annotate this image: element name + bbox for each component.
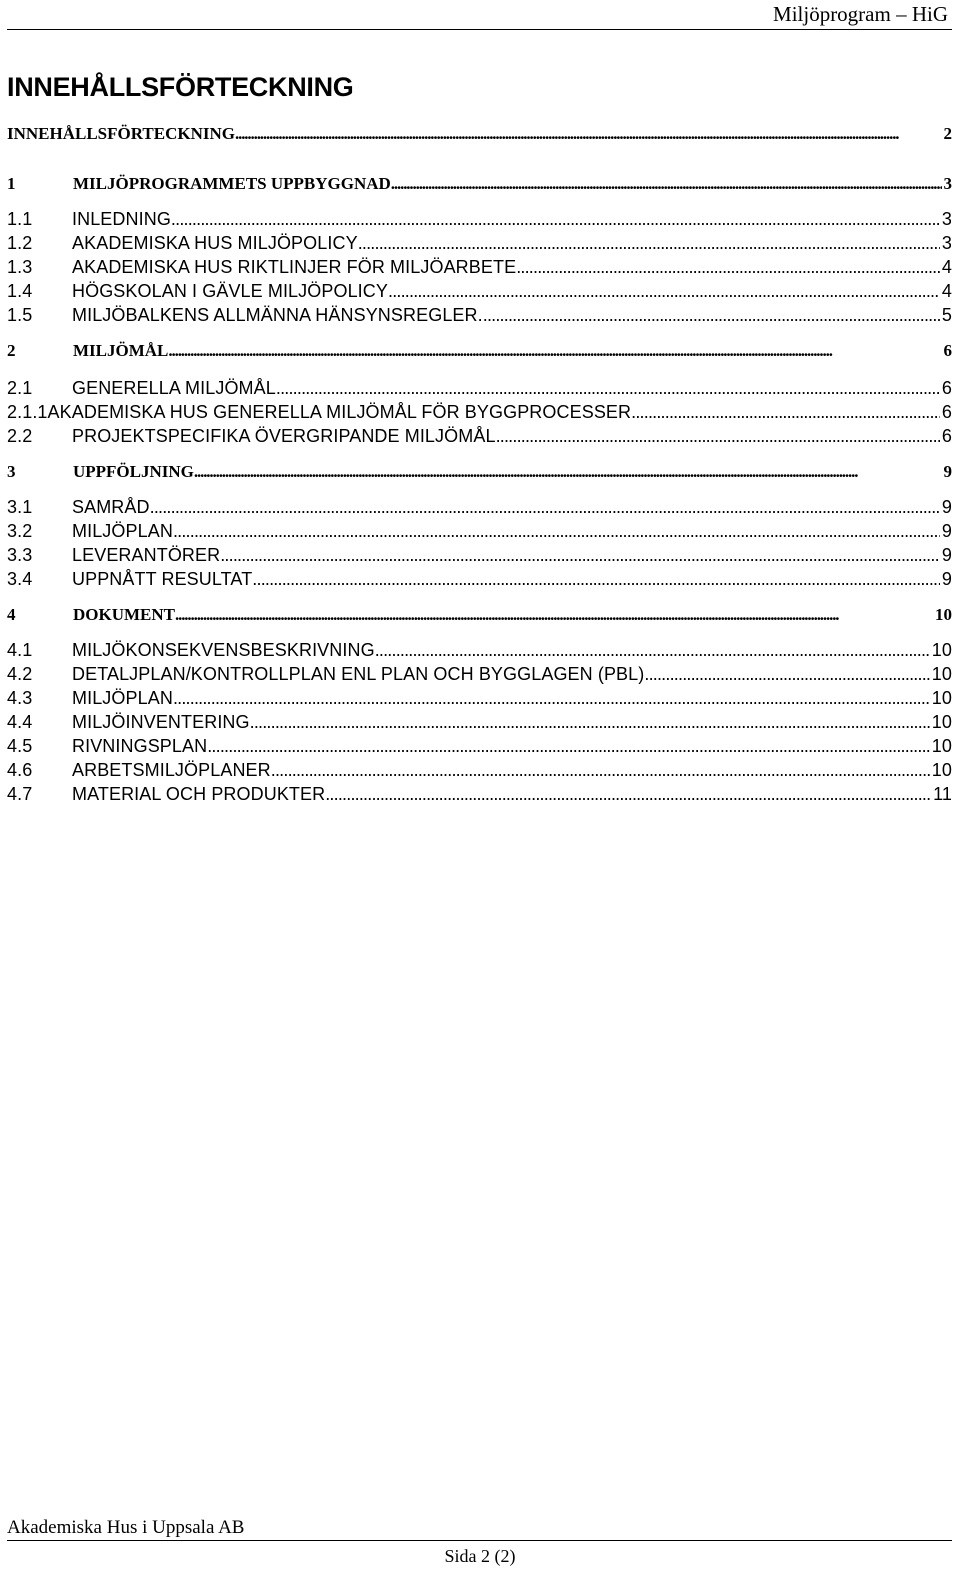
toc-entry-page: 10 bbox=[931, 760, 952, 780]
toc-entry[interactable] bbox=[7, 663, 952, 685]
dot-leader bbox=[150, 496, 940, 518]
dot-leader bbox=[388, 280, 940, 302]
toc-entry[interactable] bbox=[7, 544, 952, 566]
toc-entry-number: 1.4 bbox=[7, 281, 33, 301]
toc-entry-number: 4.2 bbox=[7, 664, 33, 684]
dot-leader bbox=[644, 663, 929, 685]
toc-entry-title: MILJÖBALKENS ALLMÄNNA HÄNSYNSREGLER. bbox=[72, 305, 483, 325]
toc-entry-title: MILJÖINVENTERING bbox=[72, 712, 250, 732]
toc-entry-number: 2 bbox=[7, 341, 16, 360]
toc-entry-page: 6 bbox=[941, 402, 952, 422]
footer-page-number bbox=[0, 1545, 960, 1567]
toc-entry-page: 9 bbox=[943, 462, 952, 481]
toc-entry-number: 1.3 bbox=[7, 257, 33, 277]
toc-entry[interactable] bbox=[7, 711, 952, 733]
dot-leader bbox=[171, 208, 940, 230]
toc-entry-page: 3 bbox=[941, 209, 952, 229]
toc-entry-number: 4.1 bbox=[7, 640, 33, 660]
dot-leader bbox=[391, 174, 942, 194]
toc-entry[interactable] bbox=[7, 304, 952, 326]
toc-entry-page: 11 bbox=[933, 784, 952, 804]
toc-entry-number: 4 bbox=[7, 605, 16, 624]
dot-leader bbox=[235, 124, 942, 144]
dot-leader bbox=[220, 544, 940, 566]
toc-entry[interactable] bbox=[7, 124, 952, 144]
toc-entry[interactable] bbox=[7, 174, 952, 194]
toc-entry-number: 4.7 bbox=[7, 784, 33, 804]
toc-entry-page: 10 bbox=[931, 640, 952, 660]
toc-entry-number: 1.1 bbox=[7, 209, 33, 229]
toc-entry-number: 3.3 bbox=[7, 545, 33, 565]
toc-entry-page: 10 bbox=[931, 664, 952, 684]
toc-entry-title: AKADEMISKA HUS MILJÖPOLICY bbox=[72, 233, 358, 253]
toc-entry-number: 2.1.1 bbox=[7, 402, 48, 422]
footer-company: Akademiska Hus i Uppsala AB bbox=[7, 1517, 245, 1538]
toc-entry-number: 4.6 bbox=[7, 760, 33, 780]
toc-entry-number: 4.5 bbox=[7, 736, 33, 756]
toc-entry[interactable] bbox=[7, 341, 952, 361]
document-title: Miljöprogram – HiG bbox=[773, 2, 948, 26]
toc-entry-page: 2 bbox=[943, 124, 952, 143]
toc-entry-page: 4 bbox=[941, 257, 952, 277]
dot-leader bbox=[250, 711, 930, 733]
toc-entry-page: 10 bbox=[935, 605, 952, 624]
toc-entry[interactable] bbox=[7, 208, 952, 230]
toc-entry-number: 2.1 bbox=[7, 378, 33, 398]
toc-entry[interactable] bbox=[7, 639, 952, 661]
toc-entry[interactable] bbox=[7, 425, 952, 447]
toc-entry-title: MILJÖPLAN bbox=[72, 521, 173, 541]
toc-entry-title: RIVNINGSPLAN bbox=[72, 736, 208, 756]
toc-entry[interactable] bbox=[7, 687, 952, 709]
footer-divider bbox=[7, 1540, 952, 1541]
toc-entry-number: 3 bbox=[7, 462, 16, 481]
toc-entry-title: PROJEKTSPECIFIKA ÖVERGRIPANDE MILJÖMÅL bbox=[72, 426, 496, 446]
toc-entry-number: 1 bbox=[7, 174, 16, 193]
toc-entry-number: 3.1 bbox=[7, 497, 33, 517]
dot-leader bbox=[194, 462, 942, 482]
toc-entry[interactable] bbox=[7, 735, 952, 757]
toc-entry-title: GENERELLA MILJÖMÅL bbox=[72, 378, 276, 398]
toc-entry-page: 9 bbox=[941, 545, 952, 565]
toc-entry[interactable] bbox=[7, 232, 952, 254]
dot-leader bbox=[516, 256, 940, 278]
dot-leader bbox=[325, 783, 931, 805]
toc-entry-number: 4.3 bbox=[7, 688, 33, 708]
toc-entry[interactable] bbox=[7, 280, 952, 302]
dot-leader bbox=[168, 341, 941, 361]
toc-entry-page: 10 bbox=[931, 736, 952, 756]
toc-entry[interactable] bbox=[7, 568, 952, 590]
toc-entry-title: ARBETSMILJÖPLANER bbox=[72, 760, 271, 780]
toc-entry-title: MATERIAL OCH PRODUKTER bbox=[72, 784, 326, 804]
toc-entry-page: 10 bbox=[931, 712, 952, 732]
dot-leader bbox=[483, 304, 940, 326]
toc-entry-title: MILJÖKONSEKVENSBESKRIVNING bbox=[72, 640, 375, 660]
toc-entry-page: 6 bbox=[943, 341, 952, 360]
toc-entry-page: 9 bbox=[941, 497, 952, 517]
toc-entry[interactable] bbox=[7, 496, 952, 518]
dot-leader bbox=[271, 759, 930, 781]
toc-entry-title: MILJÖPLAN bbox=[72, 688, 173, 708]
toc-entry-page: 10 bbox=[931, 688, 952, 708]
toc-entry-page: 9 bbox=[941, 521, 952, 541]
dot-leader bbox=[631, 401, 940, 423]
toc-entry-title: DETALJPLAN/KONTROLLPLAN ENL PLAN OCH BYGGLAGEN (PBL) bbox=[72, 664, 645, 684]
toc-entry-title: UPPFÖLJNING bbox=[73, 462, 194, 481]
dot-leader bbox=[173, 687, 930, 709]
toc-heading: INNEHÅLLSFÖRTECKNING bbox=[7, 72, 354, 102]
toc-entry-page: 9 bbox=[941, 569, 952, 589]
toc-entry-title: SAMRÅD bbox=[72, 497, 150, 517]
toc-entry-title: UPPNÅTT RESULTAT bbox=[72, 569, 253, 589]
dot-leader bbox=[358, 232, 940, 254]
toc-entry-number: 2.2 bbox=[7, 426, 33, 446]
toc-entry-title: LEVERANTÖRER bbox=[72, 545, 221, 565]
toc-entry-title: INNEHÅLLSFÖRTECKNING bbox=[7, 124, 235, 143]
dot-leader bbox=[276, 377, 940, 399]
toc-entry-number: 1.2 bbox=[7, 233, 33, 253]
toc-entry[interactable] bbox=[7, 759, 952, 781]
toc-entry[interactable] bbox=[7, 605, 952, 625]
toc-entry-number: 3.4 bbox=[7, 569, 33, 589]
toc-entry-page: 6 bbox=[941, 378, 952, 398]
toc-entry[interactable] bbox=[7, 783, 952, 805]
toc-entry-page: 6 bbox=[941, 426, 952, 446]
toc-entry[interactable] bbox=[7, 462, 952, 482]
toc-entry[interactable] bbox=[7, 401, 952, 423]
toc-entry-title: MILJÖPROGRAMMETS UPPBYGGNAD bbox=[73, 174, 391, 193]
dot-leader bbox=[173, 520, 940, 542]
toc-entry-title: MILJÖMÅL bbox=[73, 341, 169, 360]
toc-entry-title: AKADEMISKA HUS RIKTLINJER FÖR MILJÖARBETE bbox=[72, 257, 517, 277]
header-divider bbox=[7, 29, 952, 30]
toc-entry[interactable] bbox=[7, 256, 952, 278]
toc-entry-title: HÖGSKOLAN I GÄVLE MILJÖPOLICY bbox=[72, 281, 388, 301]
page-number-label: Sida 2 (2) bbox=[444, 1546, 516, 1566]
toc-entry-page: 5 bbox=[941, 305, 952, 325]
toc-entry-number: 3.2 bbox=[7, 521, 33, 541]
toc-entry[interactable] bbox=[7, 377, 952, 399]
dot-leader bbox=[252, 568, 940, 590]
toc-entry-number: 1.5 bbox=[7, 305, 33, 325]
dot-leader bbox=[207, 735, 930, 757]
toc-entry-title: DOKUMENT bbox=[73, 605, 175, 624]
dot-leader bbox=[496, 425, 940, 447]
dot-leader bbox=[375, 639, 930, 661]
dot-leader bbox=[175, 605, 933, 625]
toc-entry-page: 4 bbox=[941, 281, 952, 301]
toc-entry[interactable] bbox=[7, 520, 952, 542]
toc-entry-page: 3 bbox=[941, 233, 952, 253]
toc-entry-page: 3 bbox=[943, 174, 952, 193]
toc-entry-title: AKADEMISKA HUS GENERELLA MILJÖMÅL FÖR BYGGPROCESSER bbox=[47, 402, 632, 422]
toc-entry-title: INLEDNING bbox=[72, 209, 171, 229]
toc-entry-number: 4.4 bbox=[7, 712, 33, 732]
